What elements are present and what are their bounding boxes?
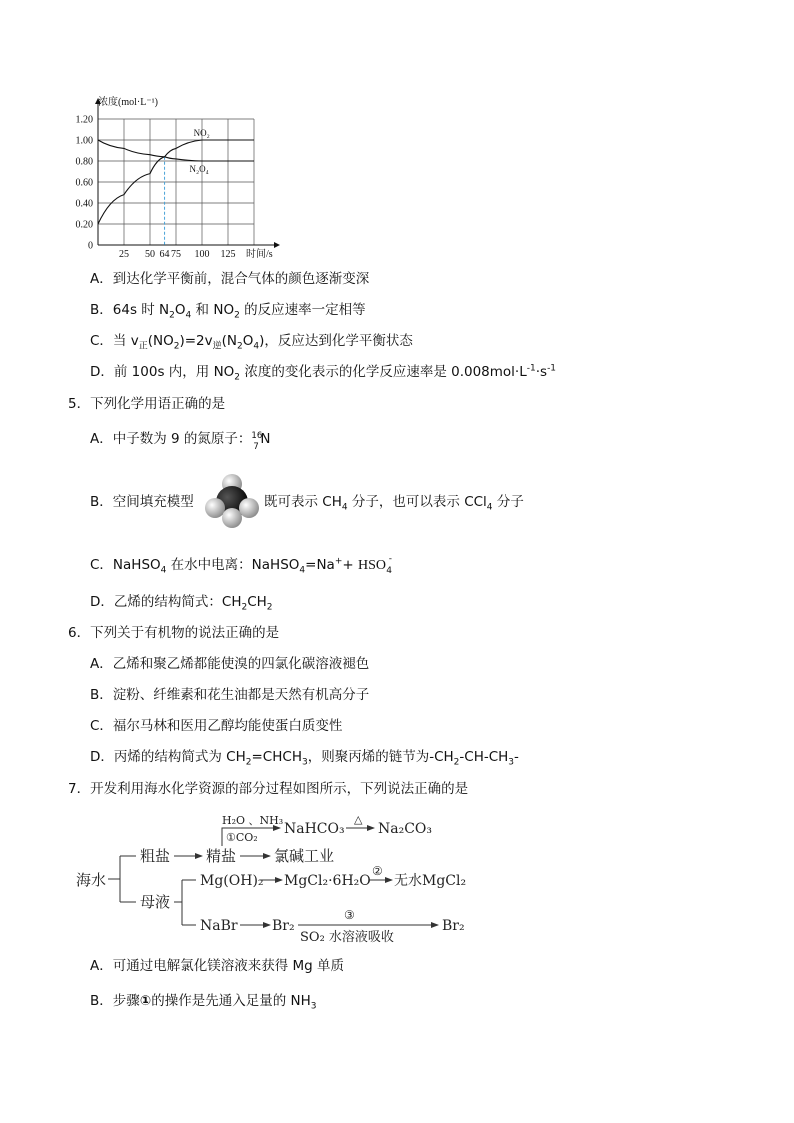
node-mgcl2-hydrate: MgCl₂·6H₂O bbox=[284, 873, 371, 889]
node-na2co3: Na₂CO₃ bbox=[378, 821, 433, 837]
step-1-label: ①CO₂ bbox=[226, 831, 258, 844]
so2-absorption: SO₂ 水溶液吸收 bbox=[300, 930, 394, 945]
q6-option-a: A．乙烯和聚乙烯都能使溴的四氯化碳溶液褪色 bbox=[90, 656, 370, 672]
q5-option-b-label: B．空间填充模型 bbox=[90, 494, 194, 510]
seawater-process-flowchart bbox=[74, 810, 494, 945]
y-tick-label: 0 bbox=[88, 240, 93, 252]
q6-option-d: D．丙烯的结构简式为 $CH_2=CHCH_3$，则聚丙烯的链节为$-CH_2-CH-CH_3-$ bbox=[90, 749, 519, 768]
node-mgoh2: Mg(OH)₂ bbox=[200, 873, 264, 889]
node-refined-salt: 精盐 bbox=[206, 847, 237, 865]
x-tick-label: 125 bbox=[220, 249, 236, 260]
step-2-label: ② bbox=[372, 864, 383, 878]
q5-option-d: D．乙烯的结构简式：$CH_2CH_2$ bbox=[90, 594, 273, 613]
q7-option-b: B．步骤①的操作是先通入足量的 $NH_3$ bbox=[90, 993, 317, 1012]
series-n2o4-label: N₂O₄ bbox=[189, 164, 209, 174]
q7-option-a: A．可通过电解氯化镁溶液来获得 Mg 单质 bbox=[90, 958, 345, 974]
node-br2-b: Br₂ bbox=[442, 918, 465, 934]
node-seawater: 海水 bbox=[76, 871, 107, 889]
y-tick-label: 1.20 bbox=[75, 114, 93, 126]
heat-triangle-icon: △ bbox=[354, 813, 363, 826]
concentration-time-chart bbox=[66, 92, 296, 262]
q6-stem: 6．下列关于有机物的说法正确的是 bbox=[68, 625, 280, 641]
node-nabr: NaBr bbox=[200, 918, 238, 934]
space-filling-model-icon bbox=[204, 474, 260, 528]
y-tick-label: 0.40 bbox=[75, 198, 93, 210]
y-tick-label: 0.80 bbox=[75, 156, 93, 168]
y-tick-label: 1.00 bbox=[75, 135, 93, 147]
chart-ticks bbox=[76, 115, 236, 261]
x-tick-label: 75 bbox=[171, 249, 181, 260]
y-tick-label: 0.60 bbox=[75, 177, 93, 189]
reagents-top: H₂O 、NH₃ bbox=[222, 814, 284, 827]
node-mother-liquor: 母液 bbox=[140, 893, 171, 911]
q5-stem: 5．下列化学用语正确的是 bbox=[68, 396, 226, 412]
q4-option-a: A．到达化学平衡前，混合气体的颜色逐渐变深 bbox=[90, 271, 370, 287]
q6-option-c: C．福尔马林和医用乙醇均能使蛋白质变性 bbox=[90, 718, 343, 734]
x-axis-arrow-icon bbox=[274, 242, 280, 248]
chart-ylabel: 浓度(mol·L⁻¹) bbox=[98, 97, 158, 108]
node-nahco3: NaHCO₃ bbox=[284, 821, 345, 837]
node-crude-salt: 粗盐 bbox=[140, 847, 171, 865]
node-br2-a: Br₂ bbox=[272, 918, 295, 934]
chart-grid bbox=[98, 119, 254, 245]
series-no2-label: NO₂ bbox=[193, 128, 210, 138]
q4-option-b: B．64s 时 $N_2O_4$ 和 $NO_2$ 的反应速率一定相等 bbox=[90, 302, 366, 321]
q4-option-d: D．前 100s 内，用 $NO_2$ 浓度的变化表示的化学反应速率是 $0.008mol\cdot L^{-1}\cdot s^{-1}$ bbox=[90, 363, 557, 383]
q4-option-c: C．当 $v_正(NO_2)=2v_逆(N_2O_4)$，反应达到化学平衡状态 bbox=[90, 333, 413, 352]
chart-axes bbox=[95, 98, 280, 248]
q5-option-b-text: 既可表示 $CH_4$ 分子，也可以表示 CCl$_4$ 分子 bbox=[264, 494, 524, 513]
step-3-label: ③ bbox=[344, 908, 355, 922]
chart-xlabel: 时间/s bbox=[246, 249, 273, 260]
y-tick-label: 0.20 bbox=[75, 219, 93, 231]
node-anhydrous-mgcl2: 无水MgCl₂ bbox=[394, 873, 467, 889]
bisulfate-ion: HSO - 4 bbox=[357, 554, 392, 576]
x-tick-label: 64 bbox=[159, 249, 170, 260]
q5-option-a: A．中子数为 9 的氮原子： 16 7 N bbox=[90, 430, 273, 448]
x-tick-label: 100 bbox=[194, 249, 210, 260]
q6-option-b: B．淀粉、纤维素和花生油都是天然有机高分子 bbox=[90, 687, 370, 703]
x-tick-label: 25 bbox=[119, 249, 129, 260]
node-chlor-alkali: 氯碱工业 bbox=[274, 847, 335, 865]
q5-option-c: C．NaHSO$_4$ 在水中电离：NaHSO$_4$=Na++ HSO - 4 bbox=[90, 554, 392, 576]
x-tick-label: 50 bbox=[145, 249, 155, 260]
q7-stem: 7．开发利用海水化学资源的部分过程如图所示，下列说法正确的是 bbox=[68, 781, 469, 797]
nitrogen-isotope: 16 7 N bbox=[251, 431, 271, 452]
